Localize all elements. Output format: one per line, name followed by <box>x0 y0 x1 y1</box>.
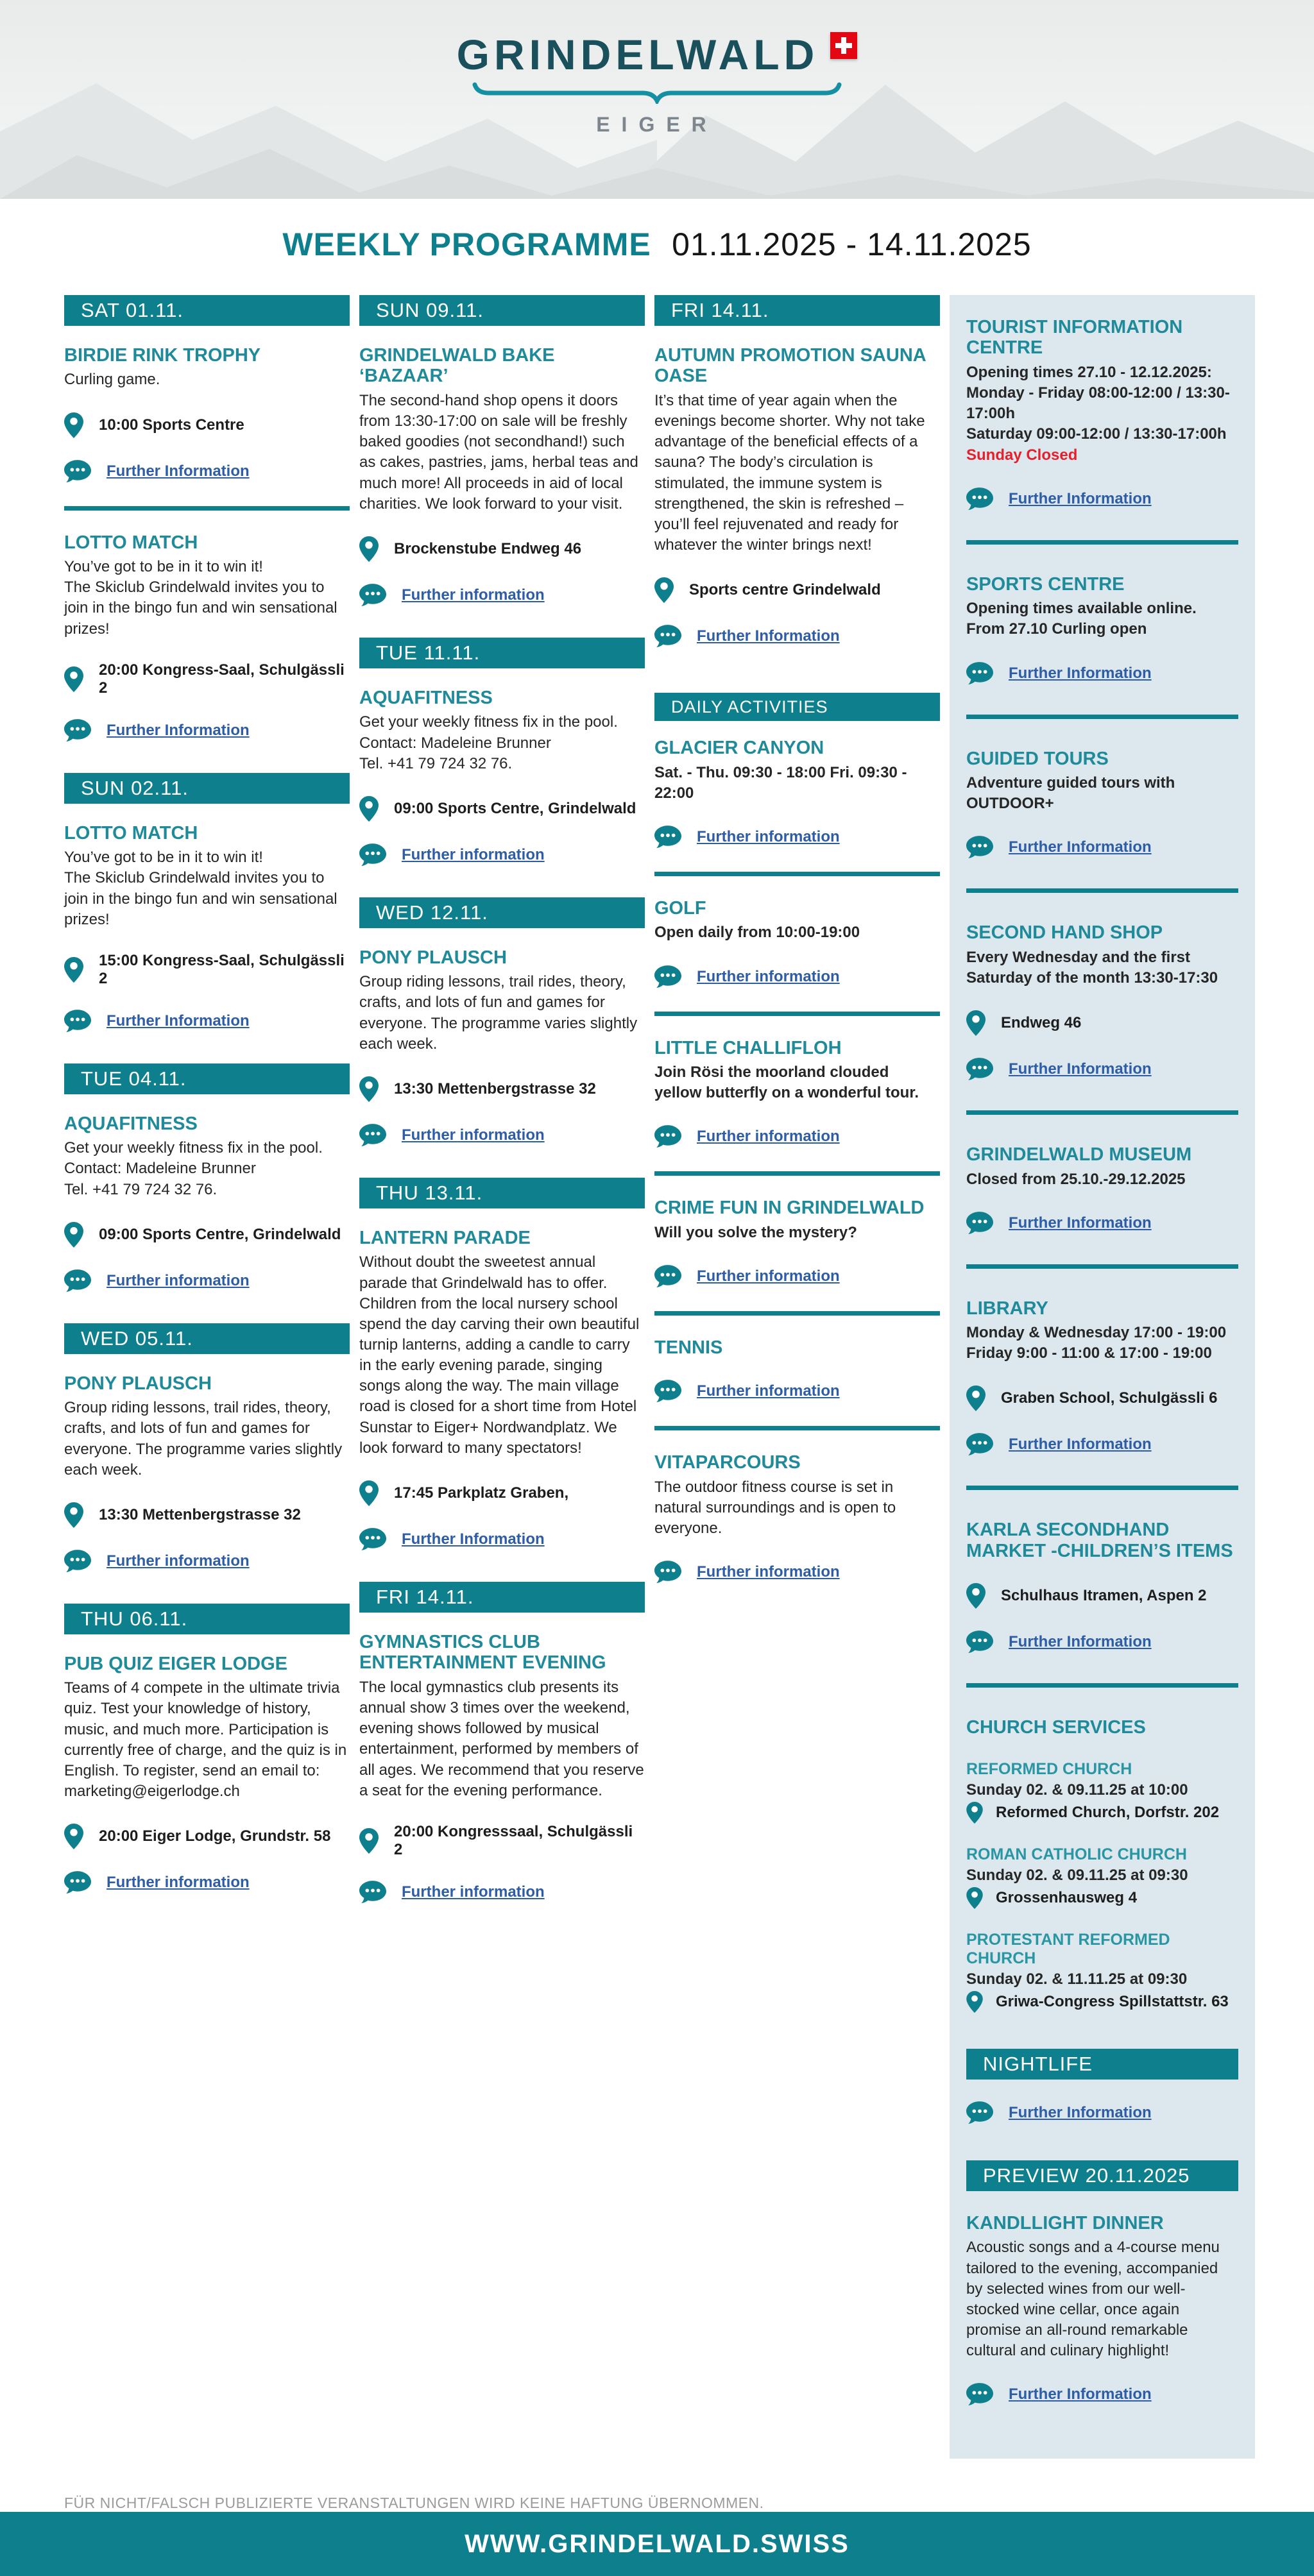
event-description-line: Opening times 27.10 - 12.12.2025: <box>966 363 1212 381</box>
event-description-line: The Skiclub Grindelwald invites you to join in the bingo fun and win sensational prizes! <box>64 579 337 638</box>
event-location: Graben School, Schulgässli 6 <box>1001 1389 1218 1407</box>
further-information-link[interactable]: Further Information <box>1009 1633 1152 1651</box>
event-description-line: Closed from 25.10.-29.12.2025 <box>966 1170 1186 1188</box>
event-block <box>966 317 1238 511</box>
event-description-line: Get your weekly fitness fix in the pool. <box>64 1139 323 1157</box>
event-description <box>359 712 645 774</box>
disclaimer: FÜR NICHT/FALSCH PUBLIZIERTE VERANSTALTUNGEN WIRD KEINE HAFTUNG ÜBERNOMMEN. <box>64 2495 764 2512</box>
location-row <box>966 1802 1238 1824</box>
event-block <box>64 345 350 483</box>
event-location: Brockenstube Endweg 46 <box>394 539 582 557</box>
event-location: 20:00 Kongress-Saal, Schulgässli 2 <box>99 661 345 697</box>
speech-bubble-icon <box>966 1433 993 1456</box>
event-description <box>359 1677 645 1801</box>
event-block <box>359 688 645 867</box>
event-title: LOTTO MATCH <box>64 822 198 843</box>
section-divider <box>64 506 350 511</box>
further-information-row <box>966 1058 1238 1081</box>
speech-bubble-icon <box>359 1124 386 1147</box>
event-location: 20:00 Kongresssaal, Schulgässli 2 <box>394 1822 633 1858</box>
event-title: CRIME FUN IN GRINDELWALD <box>654 1198 925 1219</box>
event-block <box>966 1298 1238 1457</box>
further-information-row <box>64 1871 350 1894</box>
event-description-line: The local gymnastics club presents its annual show 3 times over the weekend, evening shows followed by musical entertainment, performed by members of all ages. We recommend that you reserve a seat for the evening performance. <box>359 1678 644 1799</box>
footer-website-link[interactable]: WWW.GRINDELWALD.SWISS <box>465 2529 849 2558</box>
speech-bubble-icon <box>966 662 993 685</box>
speech-bubble-icon <box>64 1269 91 1292</box>
section-divider <box>654 1171 940 1176</box>
section-divider <box>654 1012 940 1016</box>
event-title: VITAPARCOURS <box>654 1452 801 1473</box>
event-block <box>64 1114 350 1292</box>
event-description <box>359 1252 645 1459</box>
location-row <box>966 1887 1238 1909</box>
event-location: 20:00 Eiger Lodge, Grundstr. 58 <box>99 1827 331 1845</box>
event-description-line: The second-hand shop opens it doors from 13:30-17:00 on sale will be freshly baked goodies (not secondhand!) such as cakes, pastries, jams, herbal teas and much more! All proceeds in aid of local charities. We look forward to your visit. <box>359 391 638 513</box>
further-information-link[interactable]: Further information <box>402 845 545 863</box>
event-location: Griwa-Congress Spillstattstr. 63 <box>996 1992 1229 2010</box>
further-information-row <box>359 1124 645 1147</box>
logo-subtitle: EIGER <box>596 113 718 136</box>
further-information-link[interactable]: Further information <box>697 1563 840 1581</box>
section-divider <box>966 888 1238 893</box>
programme-column-1 <box>64 295 350 1917</box>
further-information-link[interactable]: Further Information <box>107 1012 250 1030</box>
further-information-link[interactable]: Further Information <box>107 462 250 480</box>
section-header-bar: THU 06.11. <box>64 1604 350 1634</box>
event-description-line: From 27.10 Curling open <box>966 620 1147 638</box>
speech-bubble-icon <box>966 836 993 859</box>
event-description-line: Get your weekly fitness fix in the pool. <box>359 713 618 731</box>
event-description <box>966 598 1238 640</box>
event-block <box>966 574 1238 685</box>
event-block <box>966 1144 1238 1235</box>
church-services-title: CHURCH SERVICES <box>966 1717 1146 1738</box>
further-information-row <box>654 1561 940 1584</box>
event-description <box>359 972 645 1055</box>
further-information-link[interactable]: Further information <box>697 1128 840 1146</box>
further-information-row <box>966 487 1238 511</box>
section-divider <box>966 1264 1238 1269</box>
event-title: TOURIST INFORMATION CENTRE <box>966 317 1183 359</box>
main-columns <box>0 295 1314 2459</box>
further-information-row <box>64 719 350 742</box>
further-information-row <box>966 1212 1238 1235</box>
event-title: GRINDELWALD BAKE ‘BAZAAR’ <box>359 345 555 387</box>
event-description-line: Without doubt the sweetest annual parade that Grindelwald has to offer. Children from the local nursery school spend the day carving their own beautiful turnip lanterns, adding a candle to carry in the early evening parade, singing songs along the way. The main village road is closed for a short time from Hotel Sunstar to Eiger+ Nordwandplatz. We look forward to many spectators! <box>359 1253 640 1457</box>
further-information-link[interactable]: Further Information <box>1009 664 1152 682</box>
further-information-row <box>64 1010 350 1033</box>
event-title: GOLF <box>654 897 706 919</box>
event-description-line: Saturday 09:00-12:00 / 13:30-17:00h <box>966 425 1227 443</box>
speech-bubble-icon <box>966 1058 993 1081</box>
speech-bubble-icon <box>966 487 993 511</box>
event-block <box>966 922 1238 1081</box>
location-row <box>966 1010 1238 1036</box>
section-header-bar: TUE 04.11. <box>64 1063 350 1094</box>
event-block <box>64 532 350 742</box>
further-information-row <box>359 1528 645 1551</box>
further-information-link[interactable]: Further Information <box>1009 489 1152 507</box>
event-description-line: Contact: Madeleine Brunner <box>64 1160 256 1178</box>
further-information-row <box>654 1380 940 1403</box>
further-information-row <box>966 1433 1238 1456</box>
event-description-line: Opening times available online. <box>966 600 1197 618</box>
event-description <box>654 763 940 804</box>
event-location: 10:00 Sports Centre <box>99 416 244 434</box>
event-title: AQUAFITNESS <box>64 1113 198 1134</box>
location-pin-icon <box>359 536 379 562</box>
further-information-row <box>654 965 940 988</box>
location-row <box>64 661 350 697</box>
event-description <box>64 1678 350 1802</box>
section-header-bar: PREVIEW 20.11.2025 <box>966 2160 1238 2191</box>
logo-bracket <box>471 82 843 104</box>
location-pin-icon <box>359 1828 379 1854</box>
event-description-line: Group riding lessons, trail rides, theory, crafts, and lots of fun and games for everyone. The programme varies slightly each week. <box>64 1399 343 1479</box>
event-description <box>359 391 645 514</box>
further-information-link[interactable]: Further information <box>402 586 545 604</box>
location-pin-icon <box>64 1502 83 1528</box>
further-information-link[interactable]: Further Information <box>1009 838 1152 856</box>
event-block <box>654 1038 940 1149</box>
event-title: GLACIER CANYON <box>654 738 824 759</box>
location-pin-icon <box>359 796 379 822</box>
event-block <box>359 1228 645 1551</box>
event-block <box>654 345 940 648</box>
location-pin-icon <box>64 1824 83 1849</box>
event-title: GUIDED TOURS <box>966 748 1109 769</box>
programme-column-3 <box>654 295 940 1607</box>
speech-bubble-icon <box>359 1528 386 1551</box>
speech-bubble-icon <box>654 1561 681 1584</box>
event-title: KANDLLIGHT DINNER <box>966 2212 1164 2233</box>
event-description-line: Tel. +41 79 724 32 76. <box>64 1180 218 1198</box>
event-description <box>64 1138 350 1199</box>
further-information-row <box>654 826 940 849</box>
event-description <box>64 557 350 640</box>
location-pin-icon <box>966 1010 986 1036</box>
further-information-row <box>64 460 350 483</box>
event-description-line: It’s that time of year again when the evenings become shorter. Why not take advantage of the beneficial effects of a sauna? The body’s circulation is stimulated, the immune system is strengthened, the skin is refreshed – you’ll feel rejuvenated and ready for whatever the winter brings next! <box>654 391 925 554</box>
church-service-time: Sunday 02. & 09.11.25 at 09:30 <box>966 1866 1188 1884</box>
event-block <box>359 345 645 607</box>
event-block <box>966 749 1238 860</box>
further-information-row <box>966 836 1238 859</box>
event-block <box>654 738 940 849</box>
further-information-row <box>654 625 940 648</box>
further-information-row <box>966 1631 1238 1654</box>
speech-bubble-icon <box>64 719 91 742</box>
event-block <box>966 2213 1238 2406</box>
further-information-link[interactable]: Further information <box>402 1126 545 1144</box>
event-description <box>64 847 350 930</box>
further-information-row <box>359 1881 645 1904</box>
event-block <box>64 1654 350 1894</box>
location-pin-icon <box>64 957 83 983</box>
event-location: 09:00 Sports Centre, Grindelwald <box>99 1225 341 1243</box>
event-description-line: Friday 9:00 - 11:00 & 17:00 - 19:00 <box>966 1344 1212 1362</box>
footer-bar <box>0 2512 1314 2576</box>
location-row <box>359 1823 645 1859</box>
section-divider <box>654 1311 940 1316</box>
further-information-row <box>966 662 1238 685</box>
page-title <box>0 226 1314 263</box>
location-row <box>359 1480 645 1506</box>
event-description <box>654 391 940 555</box>
page-title-heading: WEEKLY PROGRAMME <box>282 226 651 262</box>
speech-bubble-icon <box>654 1265 681 1288</box>
event-location: Sports centre Grindelwald <box>689 581 881 599</box>
section-divider <box>966 1683 1238 1688</box>
further-information-link[interactable]: Further Information <box>107 721 250 739</box>
event-title: PONY PLAUSCH <box>359 947 507 968</box>
programme-column-2 <box>359 295 645 1927</box>
event-location: Grossenhausweg 4 <box>996 1888 1138 1906</box>
further-information-link[interactable]: Further information <box>697 1382 840 1400</box>
event-description <box>966 362 1238 466</box>
church-name: ROMAN CATHOLIC CHURCH <box>966 1845 1187 1863</box>
further-information-link[interactable]: Further Information <box>1009 1060 1152 1078</box>
speech-bubble-icon <box>359 843 386 867</box>
event-description-line: Sunday Closed <box>966 446 1078 464</box>
event-description-line: The outdoor fitness course is set in natural surroundings and is open to everyone. <box>654 1478 896 1538</box>
event-location: 13:30 Mettenbergstrasse 32 <box>99 1505 301 1523</box>
event-description-line: Contact: Madeleine Brunner <box>359 734 551 752</box>
speech-bubble-icon <box>64 1871 91 1894</box>
event-description-line: Acoustic songs and a 4-course menu tailored to the evening, accompanied by selected wines from our well-stocked wine cellar, once again promise an all-round remarkable cultural and culinary highlight! <box>966 2239 1220 2360</box>
section-header-bar: SUN 09.11. <box>359 295 645 326</box>
location-row <box>359 796 645 822</box>
section-header-bar: FRI 14.11. <box>359 1582 645 1613</box>
event-block <box>654 1198 940 1288</box>
further-information-row <box>654 1125 940 1148</box>
event-description <box>966 1323 1238 1364</box>
event-description-line: The Skiclub Grindelwald invites you to join in the bingo fun and win sensational prizes! <box>64 869 337 928</box>
event-description-line: Join Rösi the moorland clouded yellow butterfly on a wonderful tour. <box>654 1063 919 1102</box>
event-description <box>966 2237 1238 2361</box>
event-description-line: You’ve got to be in it to win it! <box>64 558 263 576</box>
section-divider <box>966 715 1238 719</box>
further-information-link[interactable]: Further Information <box>1009 2385 1152 2403</box>
event-title: PONY PLAUSCH <box>64 1373 212 1394</box>
speech-bubble-icon <box>654 625 681 648</box>
location-row <box>64 952 350 988</box>
section-header-bar: WED 12.11. <box>359 897 645 928</box>
further-information-link[interactable]: Further information <box>107 1874 250 1892</box>
section-header-bar: SUN 02.11. <box>64 773 350 804</box>
event-description-line: Will you solve the mystery? <box>654 1223 857 1241</box>
event-title: SECOND HAND SHOP <box>966 922 1163 944</box>
speech-bubble-icon <box>64 1010 91 1033</box>
speech-bubble-icon <box>64 1550 91 1573</box>
event-location: Schulhaus Itramen, Aspen 2 <box>1001 1587 1207 1605</box>
further-information-link[interactable]: Further information <box>697 1267 840 1285</box>
speech-bubble-icon <box>654 826 681 849</box>
event-title: LANTERN PARADE <box>359 1227 531 1248</box>
page-title-dates: 01.11.2025 - 14.11.2025 <box>672 226 1032 262</box>
location-pin-icon <box>359 1076 379 1102</box>
event-block <box>64 823 350 1033</box>
event-description-line: You’ve got to be in it to win it! <box>64 849 263 867</box>
location-pin-icon <box>64 1222 83 1248</box>
section-divider <box>654 872 940 876</box>
event-title: GYMNASTICS CLUB ENTERTAINMENT EVENING <box>359 1631 606 1674</box>
swiss-flag-icon <box>830 32 857 59</box>
event-title: LOTTO MATCH <box>64 532 198 553</box>
speech-bubble-icon <box>359 584 386 607</box>
speech-bubble-icon <box>966 2101 993 2124</box>
church-service-time: Sunday 02. & 11.11.25 at 09:30 <box>966 1970 1188 1988</box>
section-header-bar: FRI 14.11. <box>654 295 940 326</box>
event-block <box>64 1373 350 1573</box>
location-pin-icon <box>966 1887 983 1909</box>
event-description-line: Open daily from 10:00-19:00 <box>654 924 860 942</box>
section-divider <box>654 1426 940 1430</box>
event-title: PUB QUIZ EIGER LODGE <box>64 1653 288 1674</box>
speech-bubble-icon <box>654 965 681 988</box>
church-name: PROTESTANT REFORMED CHURCH <box>966 1930 1170 1967</box>
speech-bubble-icon <box>966 2383 993 2406</box>
location-row <box>64 412 350 438</box>
location-row <box>359 536 645 562</box>
event-title: AQUAFITNESS <box>359 687 493 708</box>
location-pin-icon <box>966 1802 983 1824</box>
location-pin-icon <box>359 1480 379 1506</box>
location-pin-icon <box>966 1583 986 1609</box>
event-block <box>359 947 645 1147</box>
event-description-line: Teams of 4 compete in the ultimate trivia quiz. Test your knowledge of history, music, and much more. Participation is currently free of charge, and the quiz is in English. To register, send an email to: marketing@eigerlodge.ch <box>64 1679 347 1801</box>
event-description-line: Tel. +41 79 724 32 76. <box>359 754 513 772</box>
event-title: GRINDELWALD MUSEUM <box>966 1144 1192 1165</box>
further-information-link[interactable]: Further information <box>107 1552 250 1570</box>
church-name: REFORMED CHURCH <box>966 1759 1132 1778</box>
church-service-time: Sunday 02. & 09.11.25 at 10:00 <box>966 1781 1188 1799</box>
further-information-link[interactable]: Further information <box>402 1883 545 1901</box>
event-description <box>966 773 1238 814</box>
event-location: 09:00 Sports Centre, Grindelwald <box>394 799 636 817</box>
event-block <box>359 1632 645 1904</box>
section-header-bar: NIGHTLIFE <box>966 2049 1238 2080</box>
further-information-row <box>359 843 645 867</box>
event-location: Reformed Church, Dorfstr. 202 <box>996 1803 1220 1821</box>
event-description <box>966 947 1238 988</box>
event-description <box>654 1477 940 1539</box>
event-title: SPORTS CENTRE <box>966 573 1125 595</box>
section-header-bar: THU 13.11. <box>359 1178 645 1208</box>
speech-bubble-icon <box>966 1212 993 1235</box>
event-description-line: Monday - Friday 08:00-12:00 / 13:30-17:00h <box>966 384 1230 423</box>
event-title: BIRDIE RINK TROPHY <box>64 345 261 366</box>
location-pin-icon <box>966 1991 983 2013</box>
event-title: TENNIS <box>654 1337 723 1358</box>
location-pin-icon <box>64 412 83 438</box>
section-header-bar: TUE 11.11. <box>359 638 645 668</box>
event-description <box>64 1398 350 1480</box>
event-block <box>654 1452 940 1584</box>
section-divider <box>966 1486 1238 1490</box>
section-header-bar: SAT 01.11. <box>64 295 350 326</box>
event-block <box>966 1520 1238 1654</box>
event-title: KARLA SECONDHAND MARKET -CHILDREN’S ITEMS <box>966 1520 1233 1561</box>
event-title: LIBRARY <box>966 1298 1048 1319</box>
logo-wordmark: GRINDELWALD <box>456 31 819 78</box>
section-header-bar: WED 05.11. <box>64 1323 350 1354</box>
speech-bubble-icon <box>654 1380 681 1403</box>
event-description-line: Every Wednesday and the first Saturday of the month 13:30-17:30 <box>966 948 1218 987</box>
location-row <box>654 577 940 603</box>
event-description <box>654 1223 940 1243</box>
event-block <box>654 1337 940 1403</box>
further-information-link[interactable]: Further Information <box>1009 2103 1152 2121</box>
further-information-link[interactable]: Further Information <box>1009 1436 1152 1453</box>
event-title: LITTLE CHALLIFLOH <box>654 1037 842 1058</box>
event-description <box>654 1062 940 1103</box>
further-information-link[interactable]: Further information <box>697 967 840 985</box>
event-location: 17:45 Parkplatz Graben, <box>394 1484 569 1502</box>
further-information-link[interactable]: Further Information <box>402 1530 545 1548</box>
event-description-line: Curling game. <box>64 371 160 389</box>
further-information-link[interactable]: Further Information <box>1009 1214 1152 1232</box>
location-row <box>359 1076 645 1102</box>
daily-activities-header-bar: DAILY ACTIVITIES <box>654 693 940 721</box>
further-information-row <box>654 1265 940 1288</box>
location-pin-icon <box>64 666 83 692</box>
header-banner <box>0 0 1314 199</box>
location-row <box>64 1222 350 1248</box>
further-information-link[interactable]: Further information <box>697 827 840 845</box>
event-description <box>654 922 940 943</box>
speech-bubble-icon <box>654 1125 681 1148</box>
event-description-line: Group riding lessons, trail rides, theory, crafts, and lots of fun and games for everyone. The programme varies slightly each week. <box>359 973 638 1053</box>
further-information-link[interactable]: Further Information <box>697 627 840 645</box>
info-panel <box>950 295 1255 2459</box>
event-title: AUTUMN PROMOTION SAUNA OASE <box>654 345 926 387</box>
further-information-row <box>966 2101 1238 2124</box>
event-location: 13:30 Mettenbergstrasse 32 <box>394 1080 596 1097</box>
section-divider <box>966 540 1238 545</box>
location-row <box>966 1385 1238 1411</box>
event-block <box>654 898 940 988</box>
location-pin-icon <box>654 577 674 603</box>
event-description <box>64 369 350 390</box>
event-description-line: Sat. - Thu. 09:30 - 18:00 Fri. 09:30 - 22:00 <box>654 763 907 802</box>
further-information-link[interactable]: Further information <box>107 1271 250 1289</box>
section-divider <box>966 1110 1238 1115</box>
further-information-row <box>966 2383 1238 2406</box>
logo <box>0 33 1314 137</box>
speech-bubble-icon <box>64 460 91 483</box>
location-row <box>966 1991 1238 2013</box>
further-information-row <box>359 584 645 607</box>
location-row <box>966 1583 1238 1609</box>
further-information-row <box>64 1269 350 1292</box>
further-information-row <box>64 1550 350 1573</box>
church-services-block <box>966 1717 1238 2012</box>
event-location: 15:00 Kongress-Saal, Schulgässli 2 <box>99 951 345 987</box>
speech-bubble-icon <box>966 1631 993 1654</box>
speech-bubble-icon <box>359 1881 386 1904</box>
event-description-line: Adventure guided tours with OUTDOOR+ <box>966 774 1175 813</box>
location-pin-icon <box>966 1385 986 1411</box>
event-description-line: Monday & Wednesday 17:00 - 19:00 <box>966 1324 1227 1342</box>
event-location: Endweg 46 <box>1001 1014 1082 1032</box>
location-row <box>64 1502 350 1528</box>
location-row <box>64 1824 350 1849</box>
event-description <box>966 1169 1238 1190</box>
